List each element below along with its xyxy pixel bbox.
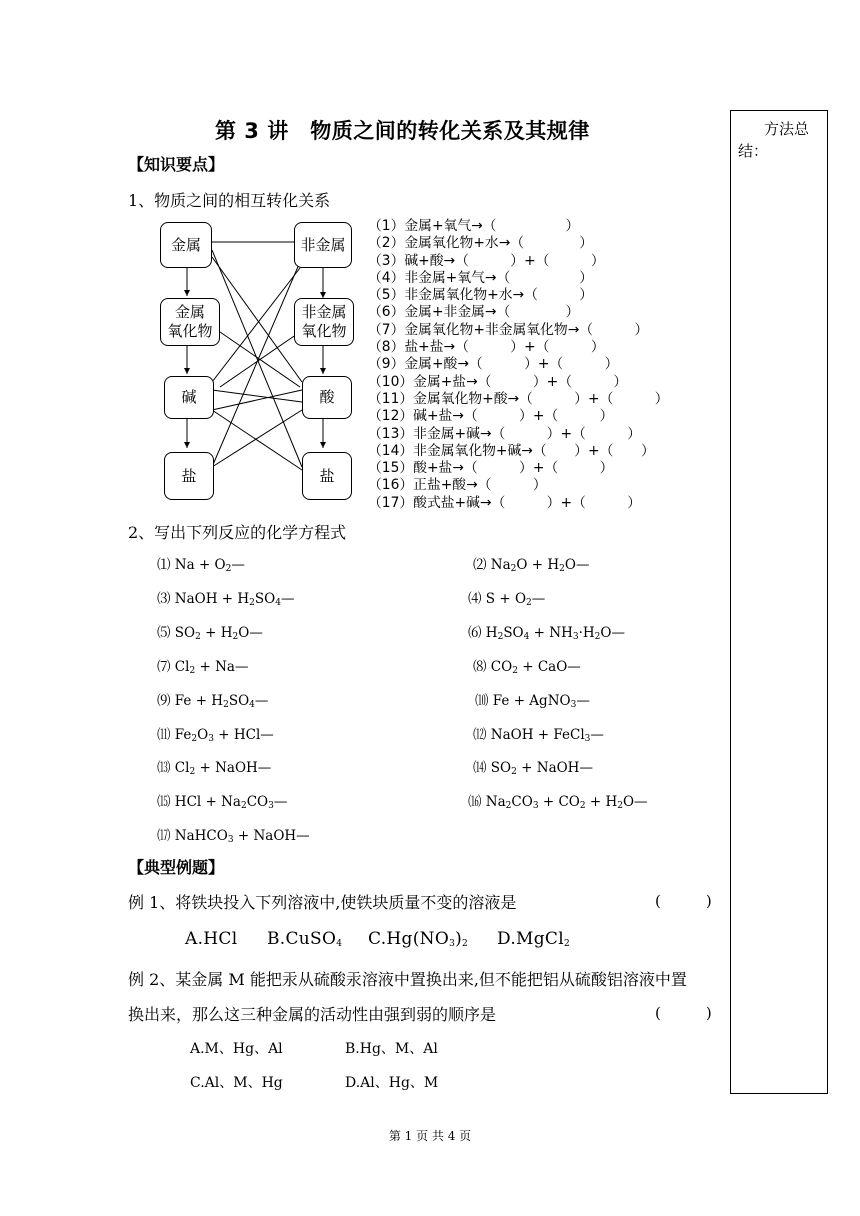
equation-12: ⑿ NaOH + FeCl$_3$— bbox=[473, 727, 604, 744]
item-1-heading: 1、物质之间的相互转化关系 bbox=[128, 191, 331, 210]
equation-6: ⑹ $H_2SO_4$ + $NH_3\cdot H_2O—$ bbox=[468, 625, 625, 642]
method-summary-line2: 结： bbox=[738, 142, 769, 160]
equation-7: ⑺ $Cl_2$ + Na— bbox=[157, 659, 249, 676]
example-1-option-d: D.MgCl$_2$ bbox=[497, 929, 570, 949]
equation-15: ⒂ HCl + $Na_2CO_3—$ bbox=[157, 794, 288, 811]
node-nonmetal: 非金属 bbox=[294, 222, 352, 268]
relation-item: （1）金属+氧气→（ ） bbox=[368, 218, 580, 234]
relation-item: （7）金属氧化物+非金属氧化物→（ ） bbox=[368, 321, 649, 338]
example-1-option-c: $C.Hg(NO_3)_2$ bbox=[368, 929, 469, 949]
node-metal-oxide bbox=[160, 298, 220, 346]
method-summary-line1: 方法总 bbox=[764, 120, 810, 138]
example-1-option-a: A.HCl bbox=[185, 929, 238, 949]
relation-item: （5）非金属氧化物+水→（ ） bbox=[368, 287, 594, 304]
node-nonmetal-oxide-line1: 非金属 bbox=[301, 303, 347, 321]
equation-10: ⑽ Fe + AgNO$_3$— bbox=[475, 693, 590, 710]
example-2-option-b: B.Hg、M、Al bbox=[345, 1041, 438, 1057]
page-footer: 第 1 页 共 4 页 bbox=[388, 1129, 472, 1143]
equation-2: ⑵ $Na_2O$ + $H_2O—$ bbox=[473, 557, 590, 574]
node-metal: 金属 bbox=[160, 222, 212, 268]
relation-item: （3）碱+酸→（ ）+（ ） bbox=[368, 252, 605, 269]
example-2-option-a: A.M、Hg、Al bbox=[190, 1041, 283, 1057]
equation-9: ⑼ $Fe + H_2SO_4—$ bbox=[157, 693, 269, 710]
example-2-line2: 换出来，那么这三种金属的活动性由强到弱的顺序是 bbox=[128, 1005, 497, 1024]
node-metal-oxide-line1: 金属 bbox=[174, 303, 205, 321]
node-base: 碱 bbox=[164, 376, 214, 419]
example-1-answer-blank: ( ) bbox=[655, 892, 712, 910]
relation-item: （10）金属+盐→（ ）+（ ） bbox=[368, 373, 628, 390]
equation-17: ⒄ NaHCO$_3$ + NaOH— bbox=[157, 828, 310, 845]
equation-3: ⑶ NaOH + $H_2SO_4—$ bbox=[157, 591, 295, 608]
relation-item: （6）金属+非金属→（ ） bbox=[368, 304, 580, 321]
node-metal-oxide-line2: 氧化物 bbox=[167, 322, 213, 340]
relation-item: （15）酸+盐→（ ）+（ ） bbox=[368, 460, 614, 477]
relation-item: （14）非金属氧化物+碱→（ ）+（ ） bbox=[368, 442, 655, 459]
example-2-answer-blank: ( ) bbox=[655, 1004, 712, 1022]
relation-item: （8）盐+盐→（ ）+（ ） bbox=[368, 339, 605, 356]
conversion-diagram bbox=[160, 222, 360, 504]
section-examples: 【典型例题】 bbox=[128, 858, 225, 877]
item-2-heading: 2、写出下列反应的化学方程式 bbox=[128, 523, 347, 542]
relation-item: （11）金属氧化物+酸→（ ）+（ ） bbox=[368, 390, 669, 407]
example-2-option-d: D.Al、Hg、M bbox=[345, 1075, 439, 1091]
section-knowledge: 【知识要点】 bbox=[128, 155, 225, 174]
relation-list bbox=[368, 218, 669, 512]
equation-1: ⑴ $Na + O_2—$ bbox=[157, 557, 245, 574]
example-1-option-b: B.CuSO$_4$ bbox=[267, 929, 343, 949]
example-2-line1: 例 2、某金属 M 能把汞从硫酸汞溶液中置换出来,但不能把铝从硫酸铝溶液中置 bbox=[128, 970, 687, 989]
example-1-question: 例 1、将铁块投入下列溶液中,使铁块质量不变的溶液是 bbox=[128, 893, 517, 912]
relation-item: （17）酸式盐+碱→（ ）+（ ） bbox=[368, 494, 641, 511]
equation-13: ⒀ $Cl_2$ + NaOH— bbox=[157, 760, 272, 777]
relation-item: （16）正盐+酸→（ ） bbox=[368, 477, 547, 494]
node-acid: 酸 bbox=[302, 376, 352, 419]
relation-item: （13）非金属+碱→（ ）+（ ） bbox=[368, 425, 641, 442]
page-title: 第 3 讲 物质之间的转化关系及其规律 bbox=[215, 119, 590, 143]
relation-item: （9）金属+酸→（ ）+（ ） bbox=[368, 356, 619, 373]
equation-16: ⒃ $Na_2CO_3 + CO_2$ + $H_2O—$ bbox=[468, 794, 648, 811]
example-2-option-c: C.Al、M、Hg bbox=[190, 1075, 283, 1091]
node-salt-right: 盐 bbox=[302, 452, 352, 500]
node-nonmetal-oxide bbox=[294, 298, 354, 346]
relation-item: （12）碱+盐→（ ）+（ ） bbox=[368, 408, 614, 425]
equation-14: ⒁ $SO_2$ + NaOH— bbox=[473, 760, 593, 777]
equation-5: ⑸ $SO_2$ + $H_2O—$ bbox=[157, 625, 263, 642]
method-summary-label bbox=[738, 118, 824, 162]
relation-item: （2）金属氧化物+水→（ ） bbox=[368, 235, 594, 252]
method-summary-box bbox=[730, 110, 828, 1094]
node-nonmetal-oxide-line2: 氧化物 bbox=[301, 322, 347, 340]
node-salt-left: 盐 bbox=[164, 452, 214, 500]
equation-8: ⑻ $CO_2$ + CaO— bbox=[473, 659, 581, 676]
equation-11: ⑾ $Fe_2O_3$ + HCl— bbox=[157, 727, 274, 744]
relation-item: （4）非金属+氧气→（ ） bbox=[368, 269, 594, 286]
equation-4: ⑷ $S + O_2—$ bbox=[468, 591, 546, 608]
